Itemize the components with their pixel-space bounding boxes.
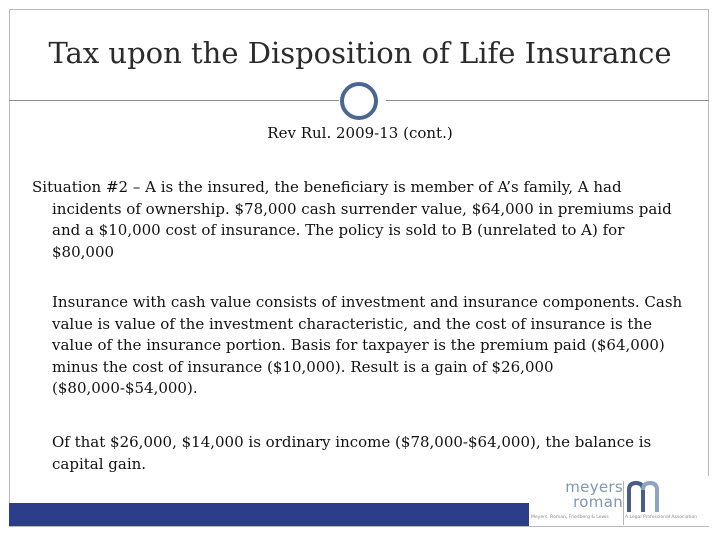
footer-bar xyxy=(9,503,529,526)
slide-subtitle: Rev Rul. 2009-13 (cont.) xyxy=(267,124,453,142)
paragraph-situation: Situation #2 – A is the insured, the beneficiary is member of A’s family, A had incidents of ownership. $78,000 cash surrender value, $64,000 in premiums paid and a $10,000 cost of insurance. The policy is sold to B (unrelated to A) for $80,000 xyxy=(32,178,672,261)
paragraph-conclusion: Of that $26,000, $14,000 is ordinary income ($78,000-$64,000), the balance is capital gain. xyxy=(52,433,652,473)
logo-word-roman: roman xyxy=(573,493,623,511)
logo-divider xyxy=(623,481,624,525)
paragraph-explanation: Insurance with cash value consists of investment and insurance components. Cash value is value of the investment characteristic, and the cost of insurance is the value of the insurance portion. Basis for taxpayer is the premium paid ($64,000) minus the cost of insurance ($10,000). Result is a gain of $26,000 ($80,000-$54,000). xyxy=(52,293,683,397)
firm-logo xyxy=(529,476,709,526)
title-divider-right xyxy=(386,100,709,101)
logo-tagline-association: A Legal Professional Association xyxy=(625,515,698,520)
logo-mark-icon xyxy=(626,480,662,514)
title-divider-left xyxy=(9,100,339,101)
logo-tagline-firm: Meyers, Roman, Friedberg & Lewis xyxy=(531,515,609,520)
logo-word-meyers: meyers xyxy=(565,478,623,496)
slide-title: Tax upon the Disposition of Life Insurance xyxy=(48,36,672,70)
divider-circle-ornament xyxy=(340,82,378,120)
